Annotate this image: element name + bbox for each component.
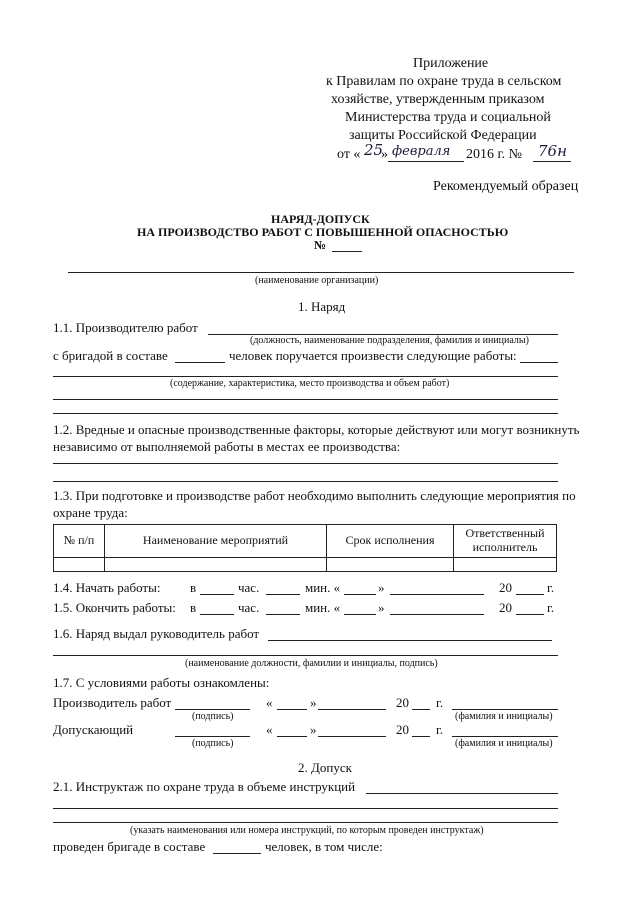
admitter-signature-field [175, 736, 250, 737]
p14-in: в [190, 580, 197, 595]
appendix-line-4: Министерства труда и социальной [345, 110, 551, 125]
appendix-date-prefix: от « [337, 147, 361, 162]
p11-brigade-prefix: с бригадой в составе [53, 348, 168, 363]
admitter-name-field [452, 736, 558, 737]
p15-year-field [516, 614, 544, 615]
p14-year-field [516, 594, 544, 595]
p13-line-1: 1.3. При подготовке и производстве работ необходимо выполнить следующие мероприятия по [53, 488, 576, 503]
work-line-2 [53, 399, 558, 400]
p14-hour-field [200, 594, 234, 595]
producer-quote-close: » [310, 695, 317, 710]
p14-min-field [266, 594, 300, 595]
p15-hour-field [200, 614, 234, 615]
producer-day-field [277, 709, 307, 710]
instr-line-1 [53, 808, 558, 809]
org-name-line [68, 272, 574, 273]
p14-quote-close: » [378, 580, 385, 595]
p21-brigade-prefix: проведен бригаде в составе [53, 839, 206, 854]
admitter-day-field [277, 736, 307, 737]
sample-label: Рекомендуемый образец [433, 179, 579, 194]
producer-g: г. [436, 695, 444, 710]
appendix-line-3: хозяйстве, утвержденным приказом [331, 92, 545, 107]
admitter-g: г. [436, 722, 444, 737]
admitter-quote-close: » [310, 722, 317, 737]
p15-year-suffix: г. [547, 600, 555, 615]
p14-year-prefix: 20 [499, 580, 512, 595]
appendix-date-day: 25 [364, 141, 384, 159]
order-number-underline [533, 161, 571, 162]
p14-year-suffix: г. [547, 580, 555, 595]
instr-line-2 [53, 822, 558, 823]
p11-brigade-count-field [175, 362, 225, 363]
producer-year-field [412, 709, 430, 710]
p16-field [268, 640, 552, 641]
p14-label: 1.4. Начать работы: [53, 580, 161, 595]
appendix-line-2: к Правилам по охране труда в сельском [326, 74, 562, 89]
admitter-label: Допускающий [53, 722, 134, 737]
p11-brigade-suffix: человек поручается произвести следующие работы: [229, 348, 517, 363]
title-line-1: НАРЯД-ДОПУСК [271, 212, 370, 226]
p14-month-field [390, 594, 484, 595]
p14-min: мин. « [305, 580, 341, 595]
col-deadline: Срок исполнения [327, 525, 454, 558]
p11-caption: (должность, наименование подразделения, фамилия и инициалы) [250, 335, 529, 346]
col-measure-name: Наименование мероприятий [105, 525, 327, 558]
appendix-date-year: 2016 г. № [466, 147, 523, 162]
p12-line-1: 1.2. Вредные и опасные производственные факторы, которые действуют или могут возникнуть [53, 422, 580, 437]
producer-quote-open: « [266, 695, 273, 710]
work-line-1 [53, 376, 558, 377]
p15-in: в [190, 600, 197, 615]
p12-line-2: независимо от выполняемой работы в местах ее производства: [53, 439, 401, 454]
producer-label: Производитель работ [53, 695, 172, 710]
title-number-line [332, 251, 362, 252]
p12-field-2 [53, 481, 558, 482]
p21-label: 2.1. Инструктаж по охране труда в объеме инструкций [53, 779, 356, 794]
producer-month-field [318, 709, 386, 710]
producer-signature-field [175, 709, 250, 710]
title-line-2: НА ПРОИЗВОДСТВО РАБОТ С ПОВЫШЕННОЙ ОПАСНОСТЬЮ [137, 225, 509, 239]
work-caption: (содержание, характеристика, место производства и объем работ) [170, 378, 450, 389]
producer-year20: 20 [396, 695, 409, 710]
admitter-name-caption: (фамилия и инициалы) [455, 738, 553, 749]
admitter-quote-open: « [266, 722, 273, 737]
measures-table-header [54, 525, 557, 558]
org-caption: (наименование организации) [255, 275, 379, 286]
producer-signature-caption: (подпись) [192, 711, 234, 722]
p11-label: 1.1. Производителю работ [53, 320, 198, 335]
appendix-order-number: 76н [538, 142, 567, 160]
section2-heading: 2. Допуск [298, 760, 352, 775]
work-line-3 [53, 413, 558, 414]
p17-label: 1.7. С условиями работы ознакомлены: [53, 675, 270, 690]
p14-day-field [344, 594, 376, 595]
p13-line-2: охране труда: [53, 505, 128, 520]
admitter-signature-caption: (подпись) [192, 738, 234, 749]
table-row [54, 558, 557, 572]
p15-min: мин. « [305, 600, 341, 615]
title-number-label: № [314, 238, 327, 252]
col-number: № п/п [54, 525, 105, 558]
col-responsible: Ответственный исполнитель [454, 525, 557, 558]
admitter-month-field [318, 736, 386, 737]
admitter-year-field [412, 736, 430, 737]
p15-year-prefix: 20 [499, 600, 512, 615]
p16-field-2 [53, 655, 558, 656]
date-month-underline [388, 161, 464, 162]
p15-day-field [344, 614, 376, 615]
appendix-date-month: февраля [392, 144, 451, 159]
appendix-line-5: защиты Российской Федерации [349, 128, 537, 143]
p16-label: 1.6. Наряд выдал руководитель работ [53, 626, 260, 641]
p16-caption: (наименование должности, фамилии и инициалы, подпись) [185, 658, 438, 669]
p15-month-field [390, 614, 484, 615]
section1-heading: 1. Наряд [298, 299, 346, 314]
p12-field-1 [53, 463, 558, 464]
p15-min-field [266, 614, 300, 615]
p15-hour: час. [238, 600, 260, 615]
p15-quote-close: » [378, 600, 385, 615]
p21-brigade-count-field [213, 853, 261, 854]
instr-caption: (указать наименования или номера инструкций, по которым проведен инструктаж) [130, 825, 484, 836]
appendix-date-quote: » [381, 147, 388, 162]
p11-work-field-start [520, 362, 558, 363]
appendix-line-1: Приложение [413, 56, 489, 71]
p15-label: 1.5. Окончить работы: [53, 600, 176, 615]
p21-brigade-suffix: человек, в том числе: [265, 839, 383, 854]
producer-name-field [452, 709, 558, 710]
admitter-year20: 20 [396, 722, 409, 737]
measures-table [53, 524, 557, 572]
p21-field [366, 793, 558, 794]
p14-hour: час. [238, 580, 260, 595]
producer-name-caption: (фамилия и инициалы) [455, 711, 553, 722]
